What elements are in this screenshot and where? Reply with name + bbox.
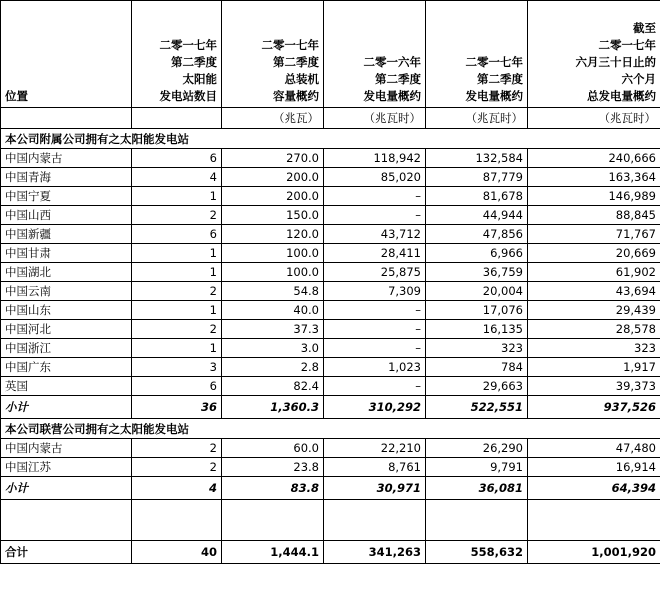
stations-cell: 4 bbox=[132, 477, 222, 500]
gen6m-cell: 1,917 bbox=[528, 358, 660, 377]
gen2017-cell: 323 bbox=[426, 339, 528, 358]
subtotal-row bbox=[1, 477, 660, 500]
units-blank bbox=[1, 108, 132, 129]
gen2017-cell: 558,632 bbox=[426, 541, 528, 564]
location-cell: 中国广东 bbox=[1, 358, 132, 377]
empty-cell bbox=[528, 500, 660, 541]
capacity-cell: 1,360.3 bbox=[222, 396, 324, 419]
gen2016-cell: – bbox=[324, 187, 426, 206]
table-row bbox=[1, 225, 660, 244]
gen2017-cell: 784 bbox=[426, 358, 528, 377]
stations-cell: 1 bbox=[132, 244, 222, 263]
header-location: 位置 bbox=[1, 1, 132, 108]
gen6m-cell: 323 bbox=[528, 339, 660, 358]
gen6m-cell: 71,767 bbox=[528, 225, 660, 244]
stations-cell: 1 bbox=[132, 263, 222, 282]
capacity-cell: 150.0 bbox=[222, 206, 324, 225]
capacity-cell: 40.0 bbox=[222, 301, 324, 320]
gen2016-cell: 25,875 bbox=[324, 263, 426, 282]
header-row bbox=[1, 1, 660, 108]
gen6m-cell: 43,694 bbox=[528, 282, 660, 301]
stations-cell: 1 bbox=[132, 187, 222, 206]
gen6m-cell: 20,669 bbox=[528, 244, 660, 263]
gen6m-cell: 240,666 bbox=[528, 149, 660, 168]
gen6m-cell: 146,989 bbox=[528, 187, 660, 206]
header-gen-2017: 二零一七年 第二季度 发电量概约 bbox=[426, 1, 528, 108]
gen2016-cell: – bbox=[324, 301, 426, 320]
stations-cell: 2 bbox=[132, 458, 222, 477]
capacity-cell: 100.0 bbox=[222, 263, 324, 282]
gen2016-cell: 341,263 bbox=[324, 541, 426, 564]
header-gen-2016: 二零一六年 第二季度 发电量概约 bbox=[324, 1, 426, 108]
section-title-row bbox=[1, 419, 660, 439]
units-gen-2017: （兆瓦时） bbox=[426, 108, 528, 129]
stations-cell: 2 bbox=[132, 320, 222, 339]
location-cell: 合计 bbox=[1, 541, 132, 564]
gen2016-cell: 1,023 bbox=[324, 358, 426, 377]
gen6m-cell: 16,914 bbox=[528, 458, 660, 477]
gen2017-cell: 9,791 bbox=[426, 458, 528, 477]
spacer-row bbox=[1, 500, 660, 541]
gen6m-cell: 61,902 bbox=[528, 263, 660, 282]
location-cell: 中国山西 bbox=[1, 206, 132, 225]
location-cell: 中国内蒙古 bbox=[1, 149, 132, 168]
units-row bbox=[1, 108, 660, 129]
units-blank bbox=[132, 108, 222, 129]
table-row bbox=[1, 358, 660, 377]
stations-cell: 40 bbox=[132, 541, 222, 564]
capacity-cell: 60.0 bbox=[222, 439, 324, 458]
stations-cell: 2 bbox=[132, 439, 222, 458]
gen2016-cell: 8,761 bbox=[324, 458, 426, 477]
capacity-cell: 200.0 bbox=[222, 168, 324, 187]
gen2017-cell: 29,663 bbox=[426, 377, 528, 396]
gen2016-cell: – bbox=[324, 339, 426, 358]
table-row bbox=[1, 301, 660, 320]
capacity-cell: 83.8 bbox=[222, 477, 324, 500]
stations-cell: 2 bbox=[132, 206, 222, 225]
gen2017-cell: 36,759 bbox=[426, 263, 528, 282]
gen2017-cell: 522,551 bbox=[426, 396, 528, 419]
gen2016-cell: 28,411 bbox=[324, 244, 426, 263]
stations-cell: 1 bbox=[132, 339, 222, 358]
gen6m-cell: 163,364 bbox=[528, 168, 660, 187]
table-row bbox=[1, 168, 660, 187]
location-cell: 中国河北 bbox=[1, 320, 132, 339]
header-capacity: 二零一七年 第二季度 总装机 容量概约 bbox=[222, 1, 324, 108]
gen6m-cell: 47,480 bbox=[528, 439, 660, 458]
location-cell: 中国江苏 bbox=[1, 458, 132, 477]
table-row bbox=[1, 282, 660, 301]
stations-cell: 6 bbox=[132, 377, 222, 396]
empty-cell bbox=[132, 500, 222, 541]
table-row bbox=[1, 339, 660, 358]
gen2016-cell: 310,292 bbox=[324, 396, 426, 419]
location-cell: 中国甘肃 bbox=[1, 244, 132, 263]
gen2016-cell: – bbox=[324, 206, 426, 225]
stations-cell: 3 bbox=[132, 358, 222, 377]
gen2017-cell: 132,584 bbox=[426, 149, 528, 168]
gen2016-cell: – bbox=[324, 377, 426, 396]
gen2017-cell: 20,004 bbox=[426, 282, 528, 301]
table-row bbox=[1, 244, 660, 263]
units-capacity: （兆瓦） bbox=[222, 108, 324, 129]
capacity-cell: 23.8 bbox=[222, 458, 324, 477]
location-cell: 中国新疆 bbox=[1, 225, 132, 244]
table-row bbox=[1, 187, 660, 206]
stations-cell: 36 bbox=[132, 396, 222, 419]
table-row bbox=[1, 263, 660, 282]
gen2016-cell: 22,210 bbox=[324, 439, 426, 458]
capacity-cell: 1,444.1 bbox=[222, 541, 324, 564]
gen2017-cell: 26,290 bbox=[426, 439, 528, 458]
table-row bbox=[1, 149, 660, 168]
location-cell: 英国 bbox=[1, 377, 132, 396]
stations-cell: 2 bbox=[132, 282, 222, 301]
gen2017-cell: 6,966 bbox=[426, 244, 528, 263]
table-row bbox=[1, 439, 660, 458]
gen6m-cell: 1,001,920 bbox=[528, 541, 660, 564]
stations-cell: 6 bbox=[132, 149, 222, 168]
capacity-cell: 37.3 bbox=[222, 320, 324, 339]
subtotal-row bbox=[1, 396, 660, 419]
gen2017-cell: 36,081 bbox=[426, 477, 528, 500]
capacity-cell: 270.0 bbox=[222, 149, 324, 168]
gen6m-cell: 29,439 bbox=[528, 301, 660, 320]
location-cell: 中国浙江 bbox=[1, 339, 132, 358]
gen6m-cell: 937,526 bbox=[528, 396, 660, 419]
stations-cell: 4 bbox=[132, 168, 222, 187]
gen6m-cell: 39,373 bbox=[528, 377, 660, 396]
stations-cell: 6 bbox=[132, 225, 222, 244]
section-title-row bbox=[1, 129, 660, 149]
empty-cell bbox=[1, 500, 132, 541]
table-row bbox=[1, 377, 660, 396]
gen2016-cell: 43,712 bbox=[324, 225, 426, 244]
total-row bbox=[1, 541, 660, 564]
gen2016-cell: 118,942 bbox=[324, 149, 426, 168]
empty-cell bbox=[324, 500, 426, 541]
location-cell: 小计 bbox=[1, 396, 132, 419]
capacity-cell: 3.0 bbox=[222, 339, 324, 358]
gen2016-cell: 7,309 bbox=[324, 282, 426, 301]
location-cell: 中国青海 bbox=[1, 168, 132, 187]
location-cell: 中国宁夏 bbox=[1, 187, 132, 206]
gen2017-cell: 44,944 bbox=[426, 206, 528, 225]
table-row bbox=[1, 458, 660, 477]
gen2017-cell: 87,779 bbox=[426, 168, 528, 187]
gen6m-cell: 64,394 bbox=[528, 477, 660, 500]
table-row bbox=[1, 206, 660, 225]
capacity-cell: 200.0 bbox=[222, 187, 324, 206]
empty-cell bbox=[222, 500, 324, 541]
location-cell: 中国湖北 bbox=[1, 263, 132, 282]
header-gen-6m: 截至 二零一七年 六月三十日止的 六个月 总发电量概约 bbox=[528, 1, 660, 108]
location-cell: 中国内蒙古 bbox=[1, 439, 132, 458]
empty-cell bbox=[426, 500, 528, 541]
gen2017-cell: 47,856 bbox=[426, 225, 528, 244]
capacity-cell: 82.4 bbox=[222, 377, 324, 396]
stations-cell: 1 bbox=[132, 301, 222, 320]
units-gen-6m: （兆瓦时） bbox=[528, 108, 660, 129]
section-title: 本公司联营公司拥有之太阳能发电站 bbox=[1, 419, 660, 439]
gen6m-cell: 88,845 bbox=[528, 206, 660, 225]
capacity-cell: 54.8 bbox=[222, 282, 324, 301]
location-cell: 中国云南 bbox=[1, 282, 132, 301]
gen2017-cell: 81,678 bbox=[426, 187, 528, 206]
gen6m-cell: 28,578 bbox=[528, 320, 660, 339]
gen2017-cell: 17,076 bbox=[426, 301, 528, 320]
capacity-cell: 100.0 bbox=[222, 244, 324, 263]
section-title: 本公司附属公司拥有之太阳能发电站 bbox=[1, 129, 660, 149]
gen2017-cell: 16,135 bbox=[426, 320, 528, 339]
capacity-cell: 120.0 bbox=[222, 225, 324, 244]
gen2016-cell: 30,971 bbox=[324, 477, 426, 500]
location-cell: 小计 bbox=[1, 477, 132, 500]
gen2016-cell: 85,020 bbox=[324, 168, 426, 187]
table-row bbox=[1, 320, 660, 339]
units-gen-2016: （兆瓦时） bbox=[324, 108, 426, 129]
location-cell: 中国山东 bbox=[1, 301, 132, 320]
capacity-cell: 2.8 bbox=[222, 358, 324, 377]
header-stations: 二零一七年 第二季度 太阳能 发电站数目 bbox=[132, 1, 222, 108]
gen2016-cell: – bbox=[324, 320, 426, 339]
